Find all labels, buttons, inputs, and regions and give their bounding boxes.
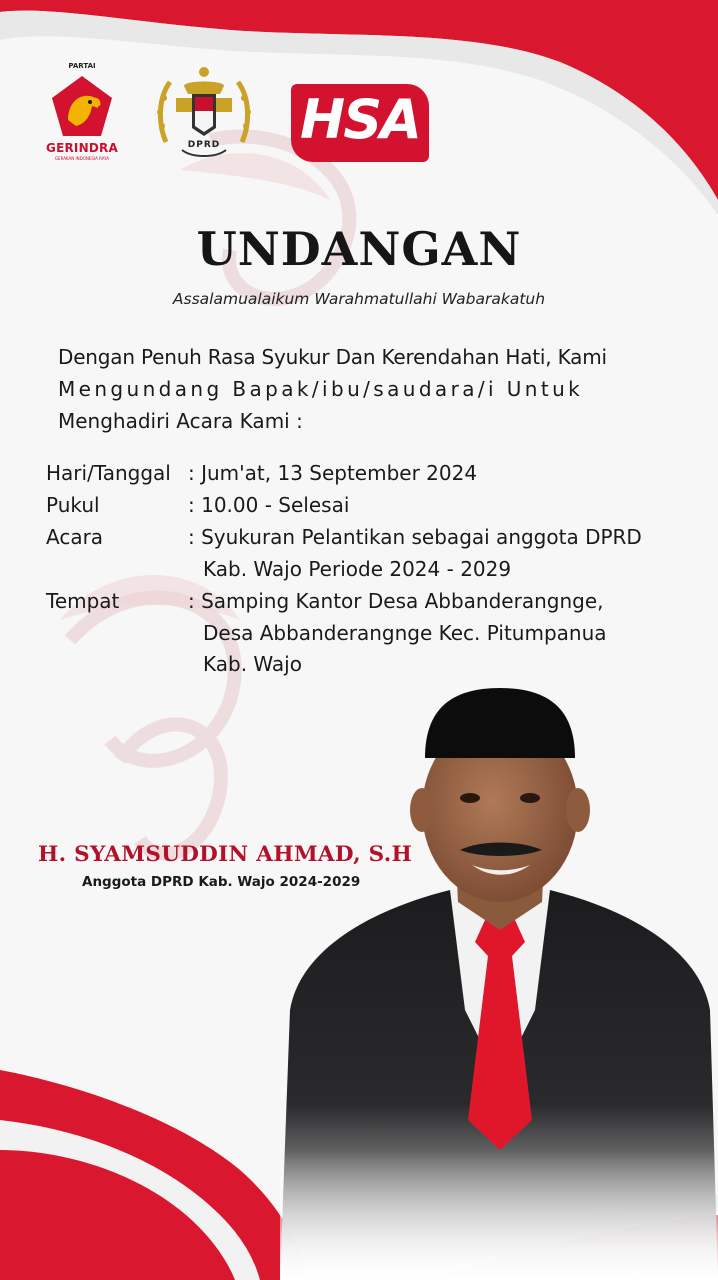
- gerindra-name: GERINDRA: [46, 141, 118, 155]
- intro-line-1: Dengan Penuh Rasa Syukur Dan Kerendahan Hati, Kami: [58, 345, 607, 369]
- time-label: Pukul: [46, 493, 100, 517]
- intro-line-2: Mengundang Bapak/ibu/saudara/i Untuk: [58, 377, 584, 401]
- gerindra-subtitle: GERAKAN INDONESIA RAYA: [54, 156, 110, 161]
- place-label: Tempat: [46, 589, 120, 613]
- date-label: Hari/Tanggal: [46, 461, 171, 485]
- place-value-continued-1: Desa Abbanderangnge Kec. Pitumpanua: [203, 621, 607, 645]
- place-value: : Samping Kantor Desa Abbanderangnge,: [188, 589, 604, 613]
- intro-line-3: Menghadiri Acara Kami :: [58, 409, 303, 433]
- date-value: : Jum'at, 13 September 2024: [188, 461, 478, 485]
- event-value: : Syukuran Pelantikan sebagai anggota DPRD: [188, 525, 642, 549]
- gerindra-top-label: PARTAI: [68, 62, 96, 70]
- time-value: : 10.00 - Selesai: [188, 493, 350, 517]
- dprd-label: DPRD: [187, 140, 221, 150]
- invitation-title: UNDANGAN: [196, 222, 522, 276]
- person-name: H. SYAMSUDDIN AHMAD, S.H: [38, 842, 413, 867]
- event-label: Acara: [46, 525, 104, 549]
- person-portrait: [280, 680, 718, 1280]
- garuda-head-icon: [50, 74, 114, 140]
- event-value-continued: Kab. Wajo Periode 2024 - 2029: [203, 557, 512, 581]
- person-role: Anggota DPRD Kab. Wajo 2024-2029: [82, 874, 361, 890]
- dprd-logo: [152, 64, 256, 164]
- hsa-logo: [291, 84, 429, 162]
- greeting-text: Assalamualaikum Warahmatullahi Wabarakatuh: [172, 290, 546, 308]
- gerindra-logo: [44, 62, 120, 162]
- place-value-continued-2: Kab. Wajo: [203, 652, 302, 676]
- hsa-logo-text: HSA: [300, 88, 420, 151]
